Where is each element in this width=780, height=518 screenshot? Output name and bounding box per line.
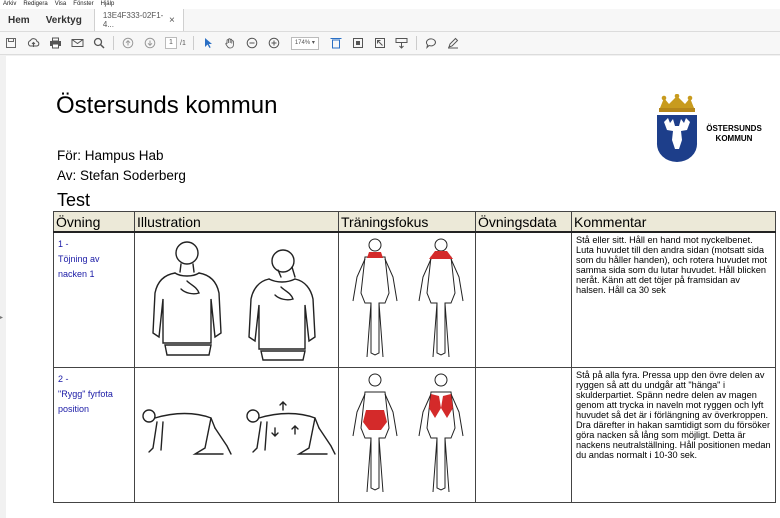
zoom-select[interactable]: 174% ▾ — [291, 37, 319, 50]
exercise-name-cell — [54, 232, 135, 367]
document-tab-label: 13E4F333-02F1-4... — [102, 11, 164, 29]
exercise-data-cell — [476, 367, 572, 502]
page-down-icon[interactable] — [139, 32, 161, 54]
header-illustration: Illustration — [135, 212, 339, 233]
comment-cell: Stå eller sitt. Håll en hand mot nyckelbenet. Luta huvudet till den andra sidan (motsatt sida som du håller handen), och rotera huvudet mot samma sida som du lutar huvudet. Håll blicken neråt. Känn att det töjer på framsidan av halsen. Håll ca 30 sek — [572, 232, 776, 367]
toolbar — [0, 32, 780, 55]
header-ovningsdata: Övningsdata — [476, 212, 572, 233]
close-tab-icon[interactable]: × — [168, 14, 175, 26]
illustration-cell — [135, 367, 339, 502]
expand-panel-icon[interactable]: ▸ — [0, 315, 4, 321]
select-arrow-icon[interactable] — [197, 32, 219, 54]
toolbar-divider — [416, 36, 417, 50]
training-focus-back-diagram — [339, 368, 476, 501]
for-line: För: Hampus Hab — [57, 148, 164, 163]
exercise-number[interactable]: 2 - — [58, 373, 69, 384]
page-navigator — [165, 37, 186, 49]
fit-width-icon[interactable] — [325, 32, 347, 54]
fullscreen-icon[interactable] — [369, 32, 391, 54]
tab-document[interactable] — [94, 9, 184, 31]
toolbar-divider — [193, 36, 194, 50]
zoom-out-icon[interactable] — [241, 32, 263, 54]
menu-redigera[interactable]: Redigera — [23, 1, 48, 7]
menu-arkiv[interactable]: Arkiv — [3, 1, 17, 7]
table-row — [54, 367, 776, 502]
header-kommentar: Kommentar — [572, 212, 776, 233]
header-ovning: Övning — [54, 212, 135, 233]
menu-fonster[interactable]: Fönster — [73, 1, 94, 7]
email-icon[interactable] — [66, 32, 88, 54]
page-title: Östersunds kommun — [56, 92, 278, 119]
page-total: /1 — [180, 39, 186, 47]
comment-icon[interactable] — [420, 32, 442, 54]
logo-text-line-2: KOMMUN — [715, 134, 753, 143]
zoom-value: 174% — [294, 39, 311, 46]
neck-stretch-illustration — [135, 233, 339, 366]
municipality-logo — [654, 94, 766, 164]
page-number-input[interactable]: 1 — [165, 37, 177, 49]
toolbar-divider — [113, 36, 114, 50]
hand-tool-icon[interactable] — [219, 32, 241, 54]
header-traningsfokus: Träningsfokus — [339, 212, 476, 233]
exercise-name-line[interactable]: Töjning av — [58, 254, 100, 264]
exercise-table — [53, 211, 776, 503]
pen-icon[interactable] — [442, 32, 464, 54]
exercise-name-cell — [54, 367, 135, 502]
logo-text-line-1: ÖSTERSUNDS — [706, 124, 762, 133]
tab-home[interactable]: Hem — [8, 14, 30, 26]
pdf-page — [6, 56, 780, 518]
tab-bar — [0, 9, 780, 32]
exercise-name-line[interactable]: "Rygg" fyrfota — [58, 388, 113, 399]
training-focus-cell — [339, 367, 476, 502]
illustration-cell — [135, 232, 339, 367]
comment-cell: Stå på alla fyra. Pressa upp den övre delen av ryggen så att du undgår att "hänga" i skulderpartiet. Spänn nedre delen av magen genom att trycka in naveln mot ryggen och lyft huvudet så det är i förlängning av överkroppen. Dra därefter in hakan samtidigt som du försöker göra nacken så lång som möjligt. Detta är nackens neutralställning. Håll positionen medan du andas normalt i 10-30 sek. — [572, 367, 776, 502]
zoom-in-icon[interactable] — [263, 32, 285, 54]
page-up-icon[interactable] — [117, 32, 139, 54]
upload-cloud-icon[interactable] — [22, 32, 44, 54]
print-icon[interactable] — [44, 32, 66, 54]
save-icon[interactable] — [0, 32, 22, 54]
exercise-name-line[interactable]: nacken 1 — [58, 269, 95, 279]
scroll-mode-icon[interactable] — [391, 32, 413, 54]
exercise-name-line[interactable]: position — [58, 403, 90, 414]
table-row — [54, 232, 776, 367]
menu-bar — [0, 0, 780, 9]
exercise-number[interactable]: 1 - — [58, 239, 69, 249]
section-title: Test — [57, 190, 91, 210]
menu-visa[interactable]: Visa — [54, 1, 67, 7]
tab-tools[interactable]: Verktyg — [45, 14, 82, 26]
four-point-position-illustration — [135, 368, 339, 501]
training-focus-neck-diagram — [339, 233, 476, 366]
fit-page-icon[interactable] — [347, 32, 369, 54]
training-focus-cell — [339, 232, 476, 367]
logo-text — [701, 124, 767, 144]
menu-hjalp[interactable]: Hjälp — [100, 1, 115, 7]
table-header-row — [54, 212, 776, 233]
by-line: Av: Stefan Soderberg — [57, 168, 186, 183]
coat-of-arms-icon — [654, 94, 700, 164]
search-icon[interactable] — [88, 32, 110, 54]
exercise-data-cell — [476, 232, 572, 367]
